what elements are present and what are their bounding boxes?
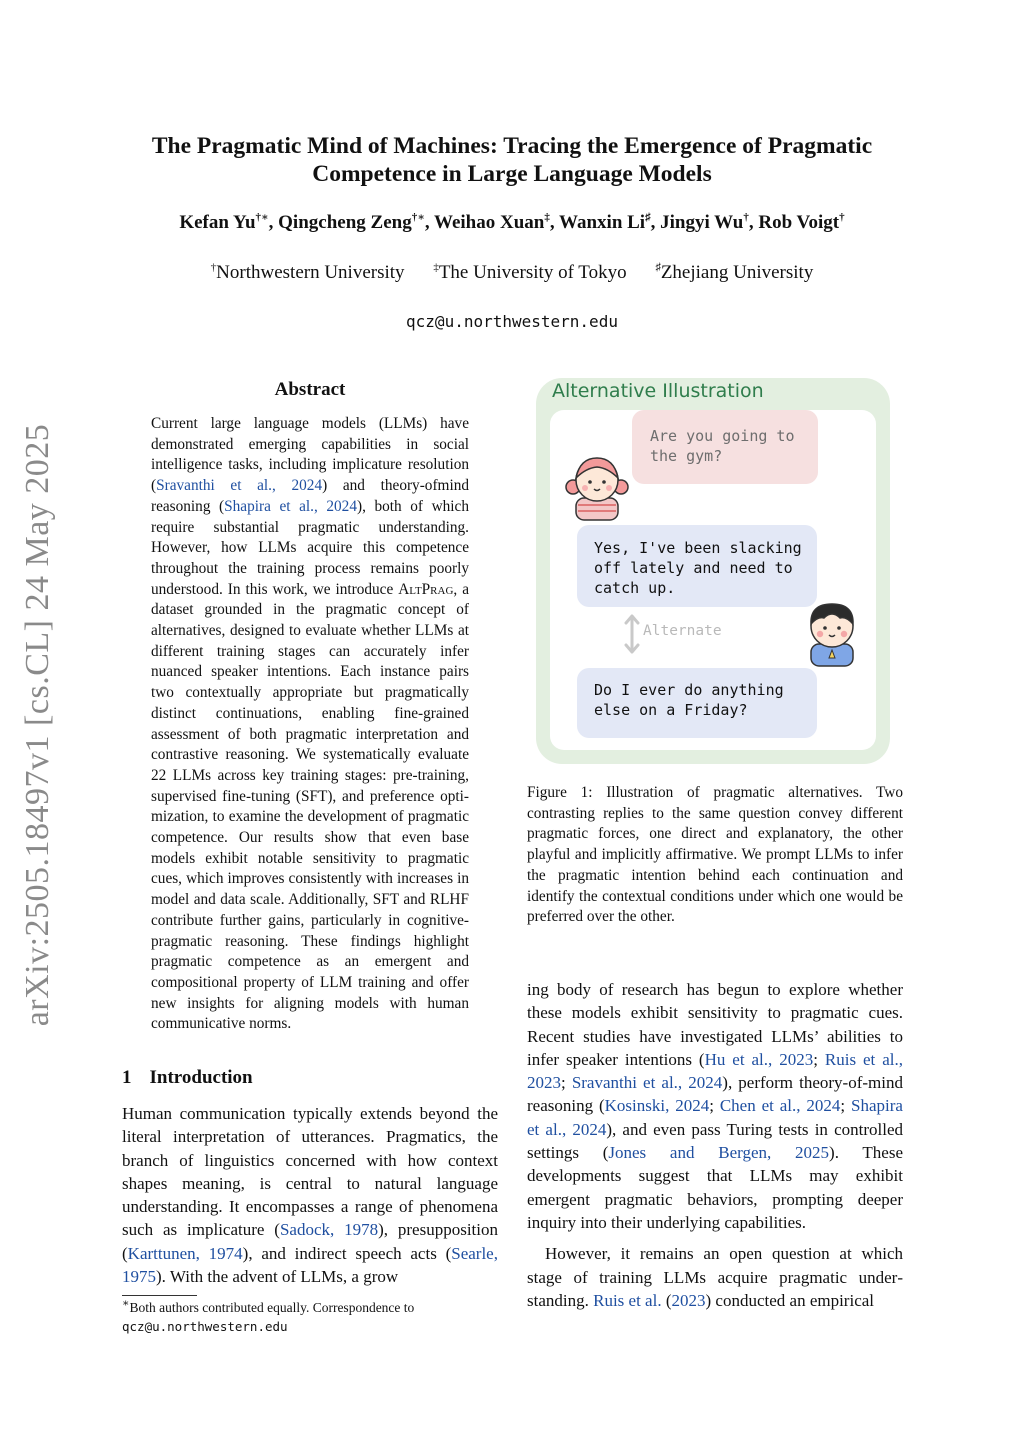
- reply-bubble-playful: Do I ever do anything else on a Friday?: [577, 668, 817, 738]
- citation-link[interactable]: Karttunen, 1974: [127, 1243, 243, 1263]
- affiliation-name: The University of Tokyo: [438, 262, 627, 283]
- affiliation-list: [100, 262, 924, 284]
- citation-link[interactable]: Shapira et al., 2024: [527, 1096, 903, 1139]
- author-name: Weihao Xuan: [434, 212, 545, 233]
- girl-avatar: [562, 452, 632, 522]
- abstract-text: ) and theory-ofmind reasoning (: [151, 477, 469, 515]
- title-line-1: The Pragmatic Mind of Machines: Tracing the Emergence of Pragmatic: [151, 133, 873, 159]
- affiliation: [211, 262, 405, 283]
- body-text: ;: [813, 1049, 825, 1069]
- author-mark: ♯: [645, 211, 651, 224]
- affiliation-name: Northwestern University: [216, 262, 405, 283]
- citation-link[interactable]: Shapira et al., 2024: [224, 497, 357, 515]
- citation-link[interactable]: Jones and Bergen, 2025: [608, 1143, 830, 1163]
- intro-text: ), and indirect speech acts (: [242, 1243, 452, 1263]
- body-text: ), perform theory-of-mind reasoning (: [527, 1073, 903, 1116]
- abstract-heading: Abstract: [274, 379, 346, 400]
- question-bubble: Are you going to the gym?: [632, 410, 818, 484]
- figure-title: Alternative Illustration: [552, 380, 764, 402]
- author-name: Qingcheng Zeng: [278, 212, 412, 233]
- intro-text: ), presupposition (: [122, 1220, 498, 1263]
- body-text: ). These developments suggest that LLMs may exhibit emergent pragmatic behaviors, prompting deeper inquiry into their underlying capabilities.: [527, 1143, 903, 1232]
- author-name: Kefan Yu: [179, 212, 256, 233]
- citation-link[interactable]: Ruis et al.: [593, 1290, 662, 1310]
- affiliation: [655, 262, 813, 283]
- citation-link[interactable]: Hu et al., 2023: [704, 1049, 814, 1069]
- body-text: ;: [709, 1096, 720, 1116]
- affiliation: [433, 262, 626, 283]
- introduction-body: [122, 1102, 498, 1288]
- body-text: ), and even pass Turing tests in controlled settings (: [527, 1119, 903, 1163]
- citation-link[interactable]: Searle, 1975: [122, 1243, 498, 1287]
- body-text: (: [661, 1290, 672, 1310]
- arxiv-sidebar: [8, 405, 68, 1045]
- abstract-text: , a dataset grounded in the pragmatic concept of alternatives, designed to evaluate whether LLMs at different training stages can accurately infer nuanced speaker intentions. Each instance pairs two contextually appropriate but pragmatically distinct continuations, enabling fine-grained assessment of both pragmatic interpretation and contrastive reasoning. We systematically evaluate 22 LLMs across key training stages: pre-training, supervised fine-tuning (SFT), and preference optimization, to examine the development of pragmatic competence. Our results show that even base models exhibit notable sensitivity to pragmatic cues, which improves consistently with increases in model and data scale. Additionally, SFT and RLHF contribute further gains, particularly in cognitive-pragmatic reasoning. These findings highlight pragmatic competence as an emergent and compositional property of LLM training and offer new insights for aligning models with human communicative norms.: [151, 580, 469, 1033]
- body-text: ing body of research has begun to explore whether these models exhibit sensitivity to pragmatic cues. Recent studies have investigated LLMs’ abilities to infer speaker intentions (: [527, 980, 903, 1069]
- affiliation-mark: ♯: [655, 261, 661, 274]
- double-arrow-icon: [622, 612, 642, 656]
- abstract-body: [151, 414, 469, 1035]
- citation-link[interactable]: Chen et al., 2024: [719, 1096, 841, 1116]
- boy-avatar: [796, 596, 868, 668]
- abstract-text: Current large language models (LLMs) have demonstrated emerging capabilities in social intelligence tasks, including implicature resolution (: [151, 415, 469, 495]
- citation-link[interactable]: Ruis et al., 2023: [527, 1049, 903, 1093]
- arxiv-identifier[interactable]: arXiv:2505.18497v1 [cs.CL] 24 May 2025: [19, 423, 56, 1027]
- paper-title: [100, 132, 924, 188]
- body-text: However, it remains an open question at which stage of training LLMs acquire pragmatic understanding.: [527, 1244, 903, 1310]
- body-text: ;: [561, 1073, 572, 1093]
- affiliation-name: Zhejiang University: [660, 262, 814, 283]
- paragraph: [527, 1242, 903, 1312]
- section-number: 1: [122, 1067, 132, 1088]
- author-mark: †: [743, 211, 749, 224]
- body-text: ;: [840, 1096, 852, 1116]
- footnote-text: Both authors contributed equally. Correspondence to: [129, 1300, 415, 1315]
- section-title: Introduction: [149, 1067, 253, 1088]
- section-heading-introduction: [122, 1067, 253, 1089]
- citation-link[interactable]: Sravanthi et al., 2024: [571, 1073, 723, 1093]
- affiliation-mark: ‡: [433, 261, 439, 274]
- author-mark: ‡: [544, 211, 550, 224]
- footnote-divider: [122, 1295, 197, 1296]
- author-name: Rob Voigt: [758, 212, 840, 233]
- abstract-text: ), both of which require substantial pragmatic understanding. However, how LLMs acquire this competence throughout the training process remains poorly understood. In this work, we introduce: [151, 497, 469, 598]
- body-text: ) conducted an empirical: [705, 1290, 875, 1310]
- citation-link[interactable]: Sadock, 1978: [279, 1220, 379, 1240]
- right-column-body: [527, 978, 903, 1312]
- citation-link[interactable]: Sravanthi et al., 2024: [156, 477, 323, 495]
- paragraph: [527, 978, 903, 1234]
- dataset-name: AltPrag: [398, 580, 454, 598]
- author-mark: †∗: [255, 211, 269, 224]
- citation-link[interactable]: 2023: [671, 1290, 706, 1310]
- footnote-mark: ∗: [122, 1297, 130, 1310]
- alternate-label: Alternate: [643, 623, 722, 639]
- figure-caption: Figure 1: Illustration of pragmatic alternatives. Two contrasting replies to the same question convey different pragmatic forces, one direct and explanatory, the other playful and implicitly affirmative. We prompt LLMs to infer the pragmatic intention behind each continuation and identify the contextual conditions under which one would be preferred over the other.: [527, 784, 903, 926]
- intro-text: ). With the advent of LLMs, a grow: [156, 1267, 399, 1287]
- intro-text: Human communication typically extends beyond the literal interpretation of utterances. Pragmatics, the branch of linguistics concerned with how context shapes meaning, is central to natural language understanding. It encompasses a range of phenomena such as implicature (: [122, 1104, 498, 1240]
- author-name: Jingyi Wu: [660, 212, 744, 233]
- reply-bubble-direct: Yes, I've been slacking off lately and need to catch up.: [577, 525, 817, 607]
- citation-link[interactable]: Kosinski, 2024: [604, 1096, 710, 1116]
- author-mark: †∗: [411, 211, 425, 224]
- title-line-2: Competence in Large Language Models: [312, 161, 712, 187]
- author-mark: †: [839, 211, 845, 224]
- author-list: Kefan Yu†∗, Qingcheng Zeng†∗, Weihao Xuan‡, Wanxin Li♯, Jingyi Wu†, Rob Voigt†: [179, 211, 845, 233]
- affiliation-mark: †: [210, 261, 217, 274]
- author-name: Wanxin Li: [559, 212, 646, 233]
- contact-email[interactable]: qcz@u.northwestern.edu: [406, 312, 618, 331]
- footnote-email[interactable]: qcz@u.northwestern.edu: [122, 1319, 288, 1334]
- footnote: [122, 1298, 498, 1336]
